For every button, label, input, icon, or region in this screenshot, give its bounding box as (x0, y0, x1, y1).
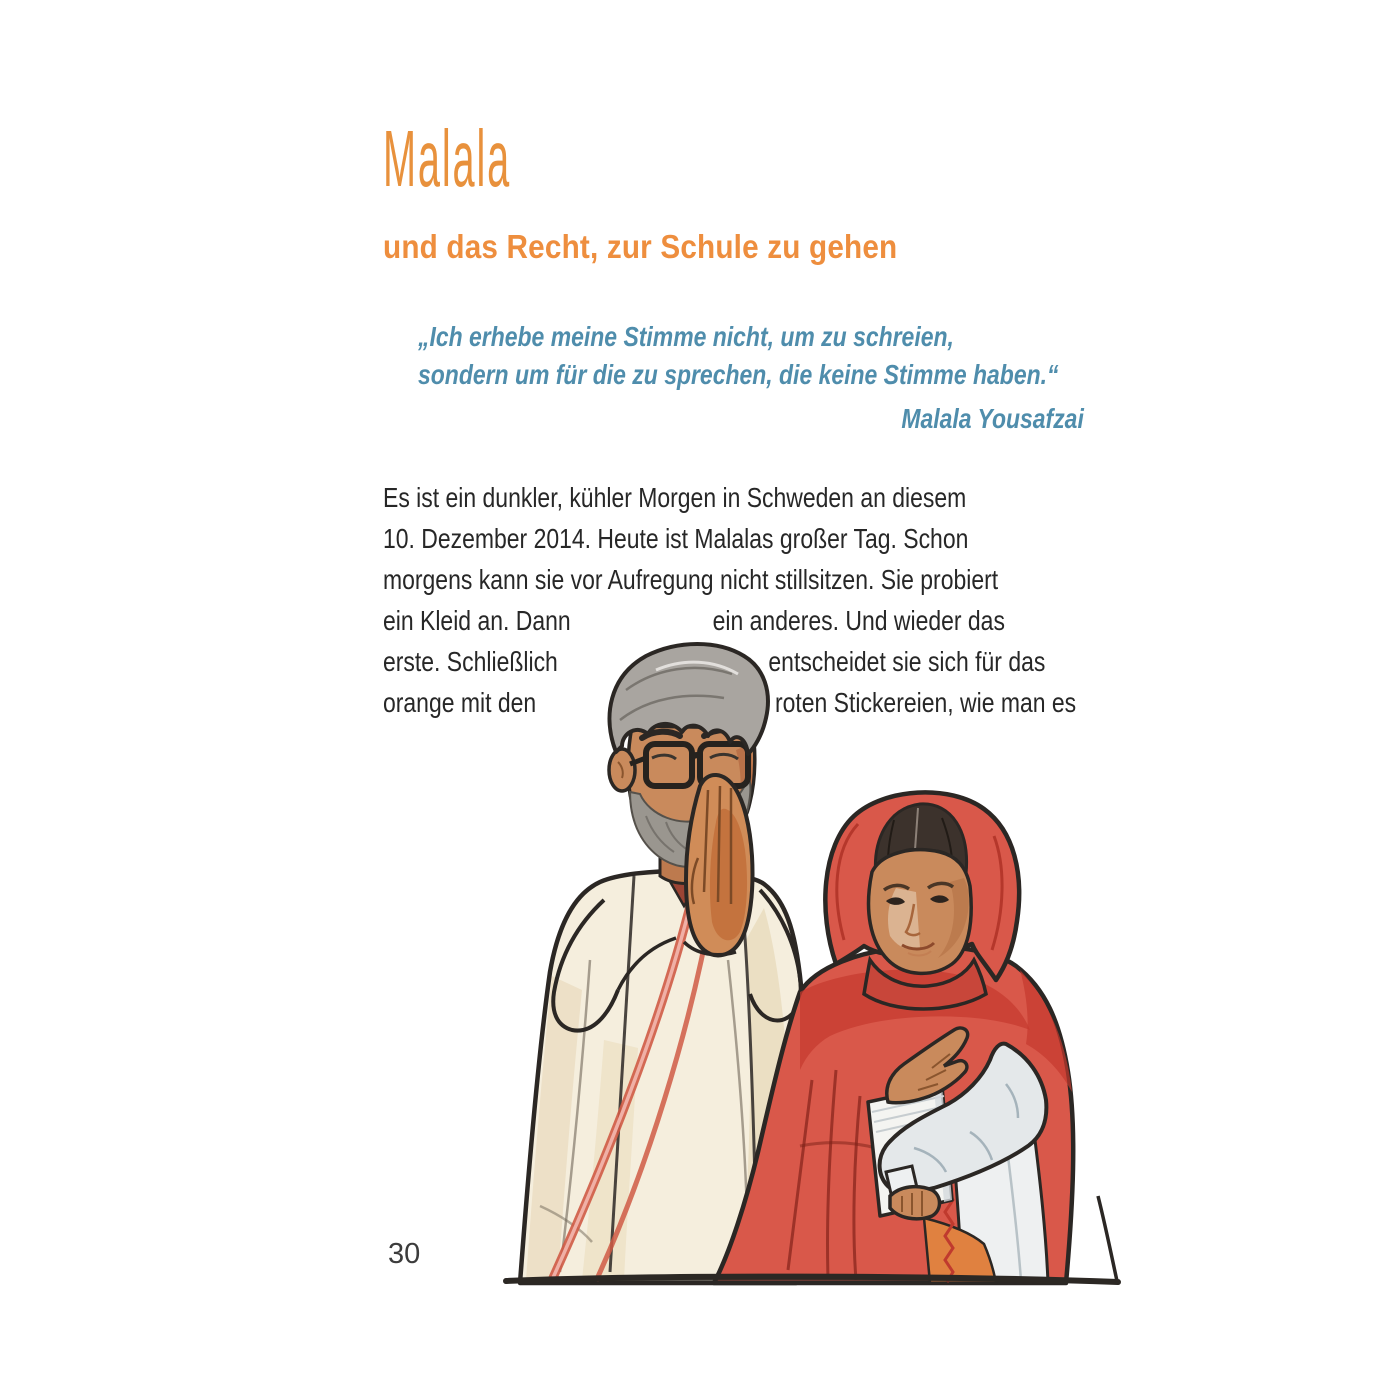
body-line-3-text: morgens kann sie vor Aufregung nicht stillsitzen. Sie probiert (383, 564, 999, 595)
body-line-4 (383, 600, 1121, 641)
body-line-4-right: ein anderes. Und wieder das (712, 605, 1005, 636)
chapter-subtitle: und das Recht, zur Schule zu gehen (383, 228, 898, 265)
body-line-1 (383, 477, 1121, 518)
page-number: 30 (388, 1238, 421, 1270)
body-line-4-left: ein Kleid an. Dann (383, 605, 571, 636)
quote-block (418, 318, 1084, 438)
body-line-6-left: orange mit den (383, 687, 537, 718)
illustration-malala-and-kailash (500, 640, 1125, 1290)
body-line-2-text: 10. Dezember 2014. Heute ist Malalas großer Tag. Schon (383, 523, 969, 554)
body-line-5-left: erste. Schließlich (383, 646, 558, 677)
quote-line-2: sondern um für die zu sprechen, die keine Stimme haben.“ (418, 359, 1059, 390)
quote-line-1: „Ich erhebe meine Stimme nicht, um zu schreien, (418, 321, 954, 352)
quote-attribution: Malala Yousafzai (901, 403, 1084, 434)
body-line-1-text: Es ist ein dunkler, kühler Morgen in Schweden an diesem (383, 482, 967, 513)
body-line-6-right: roten Stickereien, wie man es (774, 687, 1077, 718)
body-line-3 (383, 559, 1121, 600)
body-line-2 (383, 518, 1121, 559)
body-line-5-right: entscheidet sie sich für das (768, 646, 1046, 677)
chapter-title: Malala (383, 113, 512, 204)
